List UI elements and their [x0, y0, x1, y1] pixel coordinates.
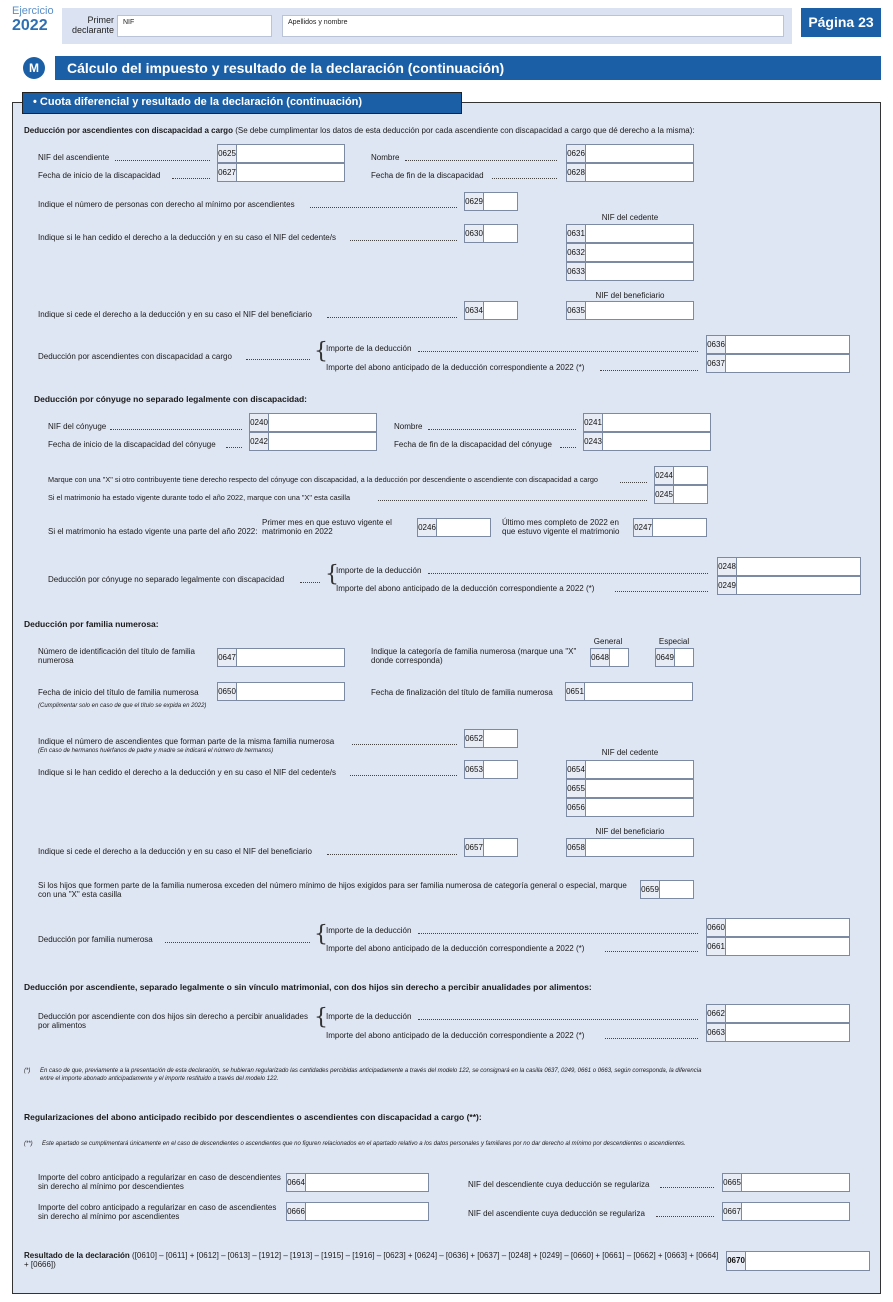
field-0242[interactable]	[249, 432, 377, 451]
code-0634: 0634	[464, 301, 484, 320]
field-0636[interactable]	[706, 335, 850, 354]
dot-leader	[226, 447, 242, 448]
code-0635: 0635	[566, 301, 586, 320]
input-0658[interactable]	[586, 838, 694, 857]
dot-leader	[115, 160, 210, 161]
input-0637[interactable]	[726, 354, 850, 373]
code-0627: 0627	[217, 163, 237, 182]
code-0625: 0625	[217, 144, 237, 163]
code-0647: 0647	[217, 648, 237, 667]
field-0662[interactable]	[706, 1004, 850, 1023]
dot-leader	[492, 178, 557, 179]
dot-leader	[300, 582, 320, 583]
field-0655[interactable]	[566, 779, 694, 798]
abono-conyuge-label: Importe del abono anticipado de la deducción correspondiente a 2022 (*)	[336, 584, 595, 593]
code-0649: 0649	[655, 648, 675, 667]
field-0657[interactable]	[464, 838, 518, 857]
input-0248[interactable]	[737, 557, 861, 576]
input-0660[interactable]	[726, 918, 850, 937]
deduccion-fam-label: Deducción por familia numerosa	[38, 935, 153, 944]
fecha-inicio-titulo-note: (Cumplimentar solo en caso de que el título se expida en 2022)	[38, 703, 207, 709]
input-0663[interactable]	[726, 1023, 850, 1042]
ejercicio-year: 2022	[12, 17, 48, 34]
code-0657: 0657	[464, 838, 484, 857]
input-0655[interactable]	[586, 779, 694, 798]
field-0652[interactable]	[464, 729, 518, 748]
input-0635[interactable]	[586, 301, 694, 320]
cede-fam-label: Indique si cede el derecho a la deducción y en su caso el NIF del beneficiario	[38, 847, 312, 856]
input-0240[interactable]	[269, 413, 377, 432]
dot-leader	[350, 775, 457, 776]
input-0247[interactable]	[653, 518, 707, 537]
marque-conyuge-label: Marque con una "X" si otro contribuyente tiene derecho respecto del cónyuge con discapacidad, a la deducción por descendiente o ascendiente con discapacidad a cargo	[48, 475, 598, 484]
nif-beneficiario-header: NIF del beneficiario	[595, 291, 665, 300]
cedido-fam-label: Indique si le han cedido el derecho a la deducción y en su caso el NIF del cedente/s	[38, 768, 336, 777]
brace-icon: {	[314, 339, 328, 364]
field-0628[interactable]	[566, 163, 694, 182]
num-ascendientes-note: (En caso de hermanos huérfanos de padre y madre se indicará el número de hermanos)	[38, 748, 274, 754]
dot-leader	[656, 1216, 714, 1217]
cede-label: Indique si cede el derecho a la deducción y en su caso el NIF del beneficiario	[38, 310, 312, 319]
field-0664[interactable]	[286, 1173, 429, 1192]
input-0664[interactable]	[306, 1173, 429, 1192]
code-0626: 0626	[566, 144, 586, 163]
nif-cedente-header-fam: NIF del cedente	[601, 748, 659, 757]
input-0667[interactable]	[742, 1202, 850, 1221]
nif-cedente-header: NIF del cedente	[601, 213, 659, 222]
field-0663[interactable]	[706, 1023, 850, 1042]
num-ascendientes-label: Indique el número de ascendientes que forman parte de la misma familia numerosa	[38, 737, 335, 746]
code-0629: 0629	[464, 192, 484, 211]
field-0631[interactable]	[566, 224, 694, 243]
dot-leader	[615, 591, 708, 592]
input-0627[interactable]	[237, 163, 345, 182]
code-0248: 0248	[717, 557, 737, 576]
code-0242: 0242	[249, 432, 269, 451]
input-0653[interactable]	[484, 760, 518, 779]
code-0628: 0628	[566, 163, 586, 182]
fecha-inicio-titulo-label: Fecha de inicio del título de familia numerosa	[38, 688, 199, 697]
field-0648[interactable]	[590, 648, 629, 667]
dot-leader	[378, 500, 647, 501]
dot-leader	[418, 1019, 698, 1020]
code-0247: 0247	[633, 518, 653, 537]
deduccion-sep-label: Deducción por ascendiente con dos hijos sin derecho a percibir anualidades por alimentos	[38, 1012, 308, 1030]
code-0241: 0241	[583, 413, 603, 432]
field-0627[interactable]	[217, 163, 345, 182]
code-0670: 0670	[726, 1251, 746, 1271]
subsection-title: Cuota diferencial y resultado de la declaración (continuación)	[39, 96, 363, 108]
input-0631[interactable]	[586, 224, 694, 243]
field-0632[interactable]	[566, 243, 694, 262]
vigente-todo-label: Si el matrimonio ha estado vigente durante todo el año 2022, marque con una "X" esta casilla	[48, 493, 351, 502]
code-0652: 0652	[464, 729, 484, 748]
input-0647[interactable]	[237, 648, 345, 667]
importe-conyuge-label: Importe de la deducción	[336, 566, 422, 575]
dot-leader	[600, 370, 698, 371]
code-0631: 0631	[566, 224, 586, 243]
code-0667: 0667	[722, 1202, 742, 1221]
primer-mes-label: Primer mes en que estuvo vigente el matrimonio en 2022	[262, 518, 392, 536]
dot-leader	[605, 1038, 698, 1039]
input-0249[interactable]	[737, 576, 861, 595]
ascendientes-heading-note: (Se debe cumplimentar los datos de esta deducción por cada ascendiente con discapacidad a cargo que dé derecho a la misma):	[235, 126, 695, 135]
code-0661: 0661	[706, 937, 726, 956]
input-0626[interactable]	[586, 144, 694, 163]
field-0666[interactable]	[286, 1202, 429, 1221]
field-0246[interactable]	[417, 518, 491, 537]
regularizaciones-heading: Regularizaciones del abono anticipado recibido por descendientes o ascendientes con discapacidad a cargo (**):	[24, 1112, 482, 1122]
field-0665[interactable]	[722, 1173, 850, 1192]
input-0665[interactable]	[742, 1173, 850, 1192]
input-0656[interactable]	[586, 798, 694, 817]
code-0659: 0659	[640, 880, 660, 899]
code-0656: 0656	[566, 798, 586, 817]
field-0653[interactable]	[464, 760, 518, 779]
code-0633: 0633	[566, 262, 586, 281]
input-0666[interactable]	[306, 1202, 429, 1221]
nif-asc-label: NIF del ascendiente cuya deducción se regulariza	[468, 1209, 645, 1218]
nombre-label: Nombre	[371, 153, 400, 162]
code-0651: 0651	[565, 682, 585, 701]
nif-desc-label: NIF del descendiente cuya deducción se regulariza	[468, 1180, 650, 1189]
ascendientes-heading	[24, 126, 695, 135]
field-0651[interactable]	[565, 682, 693, 701]
regularizaciones-note-mark: (**)	[24, 1141, 33, 1147]
field-0245[interactable]	[654, 485, 708, 504]
field-0660[interactable]	[706, 918, 850, 937]
cobro-desc-label: Importe del cobro anticipado a regularizar en caso de descendientes sin derecho al mínimo por descendientes	[38, 1173, 281, 1191]
code-0636: 0636	[706, 335, 726, 354]
ascendientes-heading-bold: Deducción por ascendientes con discapacidad a cargo	[24, 126, 233, 135]
nota1-text: En caso de que, previamente a la presentación de esta declaración, se hubieran regularizado las cantidades percibidas anticipadamente a través del modelo 122, se consignará en la casilla 0637, 0249, 0661 o 0663, según corresponda, la diferencia entre el importe abonado anticipadamente y el importe restituido a través del modelo 122.	[40, 1068, 702, 1082]
dot-leader	[660, 1187, 714, 1188]
nota1-mark: (*)	[24, 1068, 31, 1074]
field-0633[interactable]	[566, 262, 694, 281]
dot-leader	[620, 482, 647, 483]
input-0242[interactable]	[269, 432, 377, 451]
code-0663: 0663	[706, 1023, 726, 1042]
abono-asc-label: Importe del abono anticipado de la deducción correspondiente a 2022 (*)	[326, 363, 585, 372]
dot-leader	[428, 429, 576, 430]
input-0661[interactable]	[726, 937, 850, 956]
input-0628[interactable]	[586, 163, 694, 182]
input-0648[interactable]	[610, 648, 629, 667]
code-0240: 0240	[249, 413, 269, 432]
nif-conyuge-label: NIF del cónyuge	[48, 422, 107, 431]
cobro-asc-label: Importe del cobro anticipado a regularizar en caso de ascendientes sin derecho al mínimo por ascendientes	[38, 1203, 277, 1221]
input-0657[interactable]	[484, 838, 518, 857]
dot-leader	[418, 933, 698, 934]
field-0243[interactable]	[583, 432, 711, 451]
page-number: Página 23	[801, 8, 881, 37]
dot-leader	[327, 317, 457, 318]
code-0632: 0632	[566, 243, 586, 262]
num-personas-label: Indique el número de personas con derecho al mínimo por ascendientes	[38, 200, 295, 209]
brace-icon: {	[314, 922, 328, 947]
field-0647[interactable]	[217, 648, 345, 667]
input-0625[interactable]	[237, 144, 345, 163]
dot-leader	[352, 744, 457, 745]
general-label: General	[593, 637, 623, 646]
brace-icon: {	[314, 1005, 328, 1030]
code-0637: 0637	[706, 354, 726, 373]
apellidos-field[interactable]: Apellidos y nombre	[282, 15, 784, 37]
input-0636[interactable]	[726, 335, 850, 354]
input-0652[interactable]	[484, 729, 518, 748]
code-0243: 0243	[583, 432, 603, 451]
dot-leader	[605, 951, 698, 952]
nombre-conyuge-label: Nombre	[394, 422, 423, 431]
num-titulo-label: Número de identificación del título de familia numerosa	[38, 647, 195, 665]
code-0666: 0666	[286, 1202, 306, 1221]
field-0626[interactable]	[566, 144, 694, 163]
resultado-formula: ([0610] – [0611] + [0612] – [0613] – [1912] – [1913] – [1915] – [1916] – [0623] + [0624] – [0636] + [0637] – [0248] + [0249] – [0660] + [0661] – [0662] + [0663] + [0664] + [0666])	[24, 1251, 719, 1269]
section-title: Cálculo del impuesto y resultado de la declaración (continuación)	[55, 56, 881, 80]
ultimo-mes-label: Último mes completo de 2022 en que estuvo vigente el matrimonio	[502, 518, 620, 536]
dot-leader	[172, 178, 210, 179]
code-0650: 0650	[217, 682, 237, 701]
input-0243[interactable]	[603, 432, 711, 451]
code-0245: 0245	[654, 485, 674, 504]
nif-field[interactable]: NIF	[117, 15, 272, 37]
dot-leader	[327, 854, 457, 855]
hijos-label: Si los hijos que formen parte de la familia numerosa exceden del número mínimo de hijos exigidos para ser familia numerosa de categoría general o especial, marque con una "X" esta casilla	[38, 881, 627, 899]
field-0248[interactable]	[717, 557, 861, 576]
field-0656[interactable]	[566, 798, 694, 817]
code-0653: 0653	[464, 760, 484, 779]
input-0649[interactable]	[675, 648, 694, 667]
code-0660: 0660	[706, 918, 726, 937]
field-0661[interactable]	[706, 937, 850, 956]
field-0629[interactable]	[464, 192, 518, 211]
fecha-fin-label: Fecha de fin de la discapacidad	[371, 171, 484, 180]
code-0658: 0658	[566, 838, 586, 857]
input-0670[interactable]	[746, 1251, 870, 1271]
field-0659[interactable]	[640, 880, 694, 899]
nif-ascendiente-label: NIF del ascendiente	[38, 153, 110, 162]
code-0246: 0246	[417, 518, 437, 537]
regularizaciones-note: Este apartado se cumplimentará únicamente en el caso de descendientes o ascendientes que no figuren relacionados en el apartado relativo a los datos personales y familiares por no dar derecho al mínimo por descendientes o ascendientes.	[42, 1141, 686, 1147]
field-0658[interactable]	[566, 838, 694, 857]
input-0651[interactable]	[585, 682, 693, 701]
code-0630: 0630	[464, 224, 484, 243]
code-0654: 0654	[566, 760, 586, 779]
fecha-inicio-label: Fecha de inicio de la discapacidad	[38, 171, 161, 180]
field-0634[interactable]	[464, 301, 518, 320]
input-0633[interactable]	[586, 262, 694, 281]
dot-leader	[110, 429, 242, 430]
field-0247[interactable]	[633, 518, 707, 537]
code-0665: 0665	[722, 1173, 742, 1192]
field-0654[interactable]	[566, 760, 694, 779]
field-0667[interactable]	[722, 1202, 850, 1221]
code-0648: 0648	[590, 648, 610, 667]
field-0650[interactable]	[217, 682, 345, 701]
familia-heading: Deducción por familia numerosa:	[24, 619, 159, 629]
fecha-fin-conyuge-label: Fecha de fin de la discapacidad del cónyuge	[394, 440, 552, 449]
deduccion-asc-label: Deducción por ascendientes con discapacidad a cargo	[38, 352, 232, 361]
dot-leader	[428, 573, 708, 574]
primer-declarante-label: Primer declarante	[71, 15, 114, 35]
code-0662: 0662	[706, 1004, 726, 1023]
dot-leader	[560, 447, 576, 448]
input-0632[interactable]	[586, 243, 694, 262]
field-0637[interactable]	[706, 354, 850, 373]
input-0241[interactable]	[603, 413, 711, 432]
especial-label: Especial	[658, 637, 690, 646]
input-0244[interactable]	[674, 466, 708, 485]
dot-leader	[405, 160, 557, 161]
input-0246[interactable]	[437, 518, 491, 537]
abono-fam-label: Importe del abono anticipado de la deducción correspondiente a 2022 (*)	[326, 944, 585, 953]
section-letter: M	[23, 57, 45, 79]
field-0244[interactable]	[654, 466, 708, 485]
input-0629[interactable]	[484, 192, 518, 211]
cedido-label: Indique si le han cedido el derecho a la deducción y en su caso el NIF del cedente/s	[38, 233, 336, 242]
input-0634[interactable]	[484, 301, 518, 320]
ejercicio-label: Ejercicio	[12, 5, 54, 17]
resultado-label	[24, 1251, 724, 1269]
dot-leader	[246, 359, 310, 360]
resultado-label-bold: Resultado de la declaración	[24, 1251, 130, 1260]
vigente-parte-label: Si el matrimonio ha estado vigente una parte del año 2022:	[48, 527, 258, 536]
field-0635[interactable]	[566, 301, 694, 320]
fecha-inicio-conyuge-label: Fecha de inicio de la discapacidad del cónyuge	[48, 440, 216, 449]
input-0654[interactable]	[586, 760, 694, 779]
importe-sep-label: Importe de la deducción	[326, 1012, 412, 1021]
conyuge-heading: Deducción por cónyuge no separado legalmente con discapacidad:	[34, 394, 308, 404]
dot-leader	[310, 207, 457, 208]
deduccion-conyuge-label: Deducción por cónyuge no separado legalmente con discapacidad	[48, 575, 285, 584]
categoria-label: Indique la categoría de familia numerosa (marque una "X" donde corresponda)	[371, 647, 577, 665]
dot-leader	[350, 240, 457, 241]
code-0249: 0249	[717, 576, 737, 595]
field-0649[interactable]	[655, 648, 694, 667]
input-0650[interactable]	[237, 682, 345, 701]
code-0655: 0655	[566, 779, 586, 798]
code-0664: 0664	[286, 1173, 306, 1192]
dot-leader	[418, 351, 698, 352]
input-0662[interactable]	[726, 1004, 850, 1023]
fecha-fin-titulo-label: Fecha de finalización del título de familia numerosa	[371, 688, 553, 697]
field-0670[interactable]	[726, 1251, 870, 1271]
code-0244: 0244	[654, 466, 674, 485]
brace-icon: {	[325, 562, 339, 587]
dot-leader	[165, 942, 310, 943]
field-0249[interactable]	[717, 576, 861, 595]
subsection-tab: • Cuota diferencial y resultado de la declaración (continuación)	[22, 92, 462, 114]
input-0245[interactable]	[674, 485, 708, 504]
abono-sep-label: Importe del abono anticipado de la deducción correspondiente a 2022 (*)	[326, 1031, 585, 1040]
field-0241[interactable]	[583, 413, 711, 432]
input-0630[interactable]	[484, 224, 518, 243]
input-0659[interactable]	[660, 880, 694, 899]
field-0630[interactable]	[464, 224, 518, 243]
importe-fam-label: Importe de la deducción	[326, 926, 412, 935]
nif-beneficiario-header-fam: NIF del beneficiario	[595, 827, 665, 836]
importe-asc-label: Importe de la deducción	[326, 344, 412, 353]
field-0625[interactable]	[217, 144, 345, 163]
field-0240[interactable]	[249, 413, 377, 432]
separado-heading: Deducción por ascendiente, separado legalmente o sin vínculo matrimonial, con dos hijos sin derecho a percibir anualidades por alimentos:	[24, 982, 592, 992]
ejercicio-block	[12, 6, 54, 35]
